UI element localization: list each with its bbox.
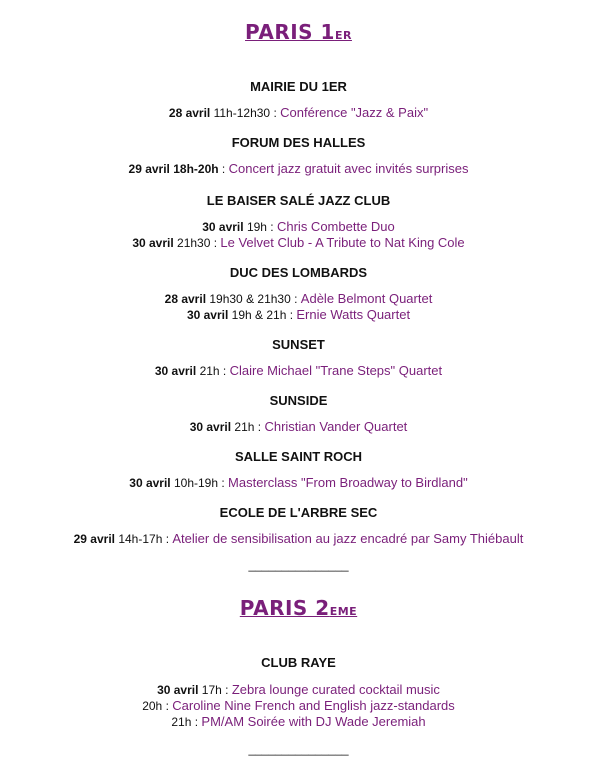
event-line: 21h : PM/AM Soirée with DJ Wade Jeremiah: [171, 714, 426, 729]
section-separator: _______________: [248, 742, 349, 756]
event-line: 29 avril 14h-17h : Atelier de sensibilisation au jazz encadré par Samy Thiébault: [73, 531, 524, 546]
event-line: 29 avril 18h-20h : Concert jazz gratuit avec invités surprises: [128, 161, 469, 176]
venue-name: ECOLE DE L'ARBRE SEC: [219, 505, 378, 520]
venue-name: SALLE SAINT ROCH: [234, 449, 363, 464]
venue-name: FORUM DES HALLES: [231, 135, 366, 150]
event-line: 28 avril 19h30 & 21h30 : Adèle Belmont Quartet: [164, 291, 433, 306]
venue-name: SUNSET: [272, 337, 325, 352]
venue-name: MAIRIE DU 1ER: [250, 79, 347, 94]
section-title-paris-1: PARIS 1ER: [245, 20, 352, 44]
venue-name: LE BAISER SALÉ JAZZ CLUB: [206, 193, 391, 208]
section-title-paris-2: PARIS 2EME: [239, 596, 358, 620]
event-line: 20h : Caroline Nine French and English jazz-standards: [142, 698, 455, 713]
section-separator: _______________: [248, 558, 349, 572]
event-line: 30 avril 21h : Christian Vander Quartet: [189, 419, 408, 434]
event-line: 30 avril 19h & 21h : Ernie Watts Quartet: [186, 307, 411, 322]
venue-name: SUNSIDE: [269, 393, 328, 408]
venue-name: CLUB RAYE: [261, 655, 336, 670]
event-line: 30 avril 17h : Zebra lounge curated cocktail music: [157, 682, 440, 697]
event-line: 28 avril 11h-12h30 : Conférence "Jazz & Paix": [168, 105, 429, 120]
venue-name: DUC DES LOMBARDS: [229, 265, 368, 280]
event-line: 30 avril 19h : Chris Combette Duo: [202, 219, 395, 234]
event-line: 30 avril 10h-19h : Masterclass "From Broadway to Birdland": [129, 475, 468, 490]
event-line: 30 avril 21h30 : Le Velvet Club - A Tribute to Nat King Cole: [132, 235, 465, 250]
event-line: 30 avril 21h : Claire Michael "Trane Steps" Quartet: [154, 363, 443, 378]
